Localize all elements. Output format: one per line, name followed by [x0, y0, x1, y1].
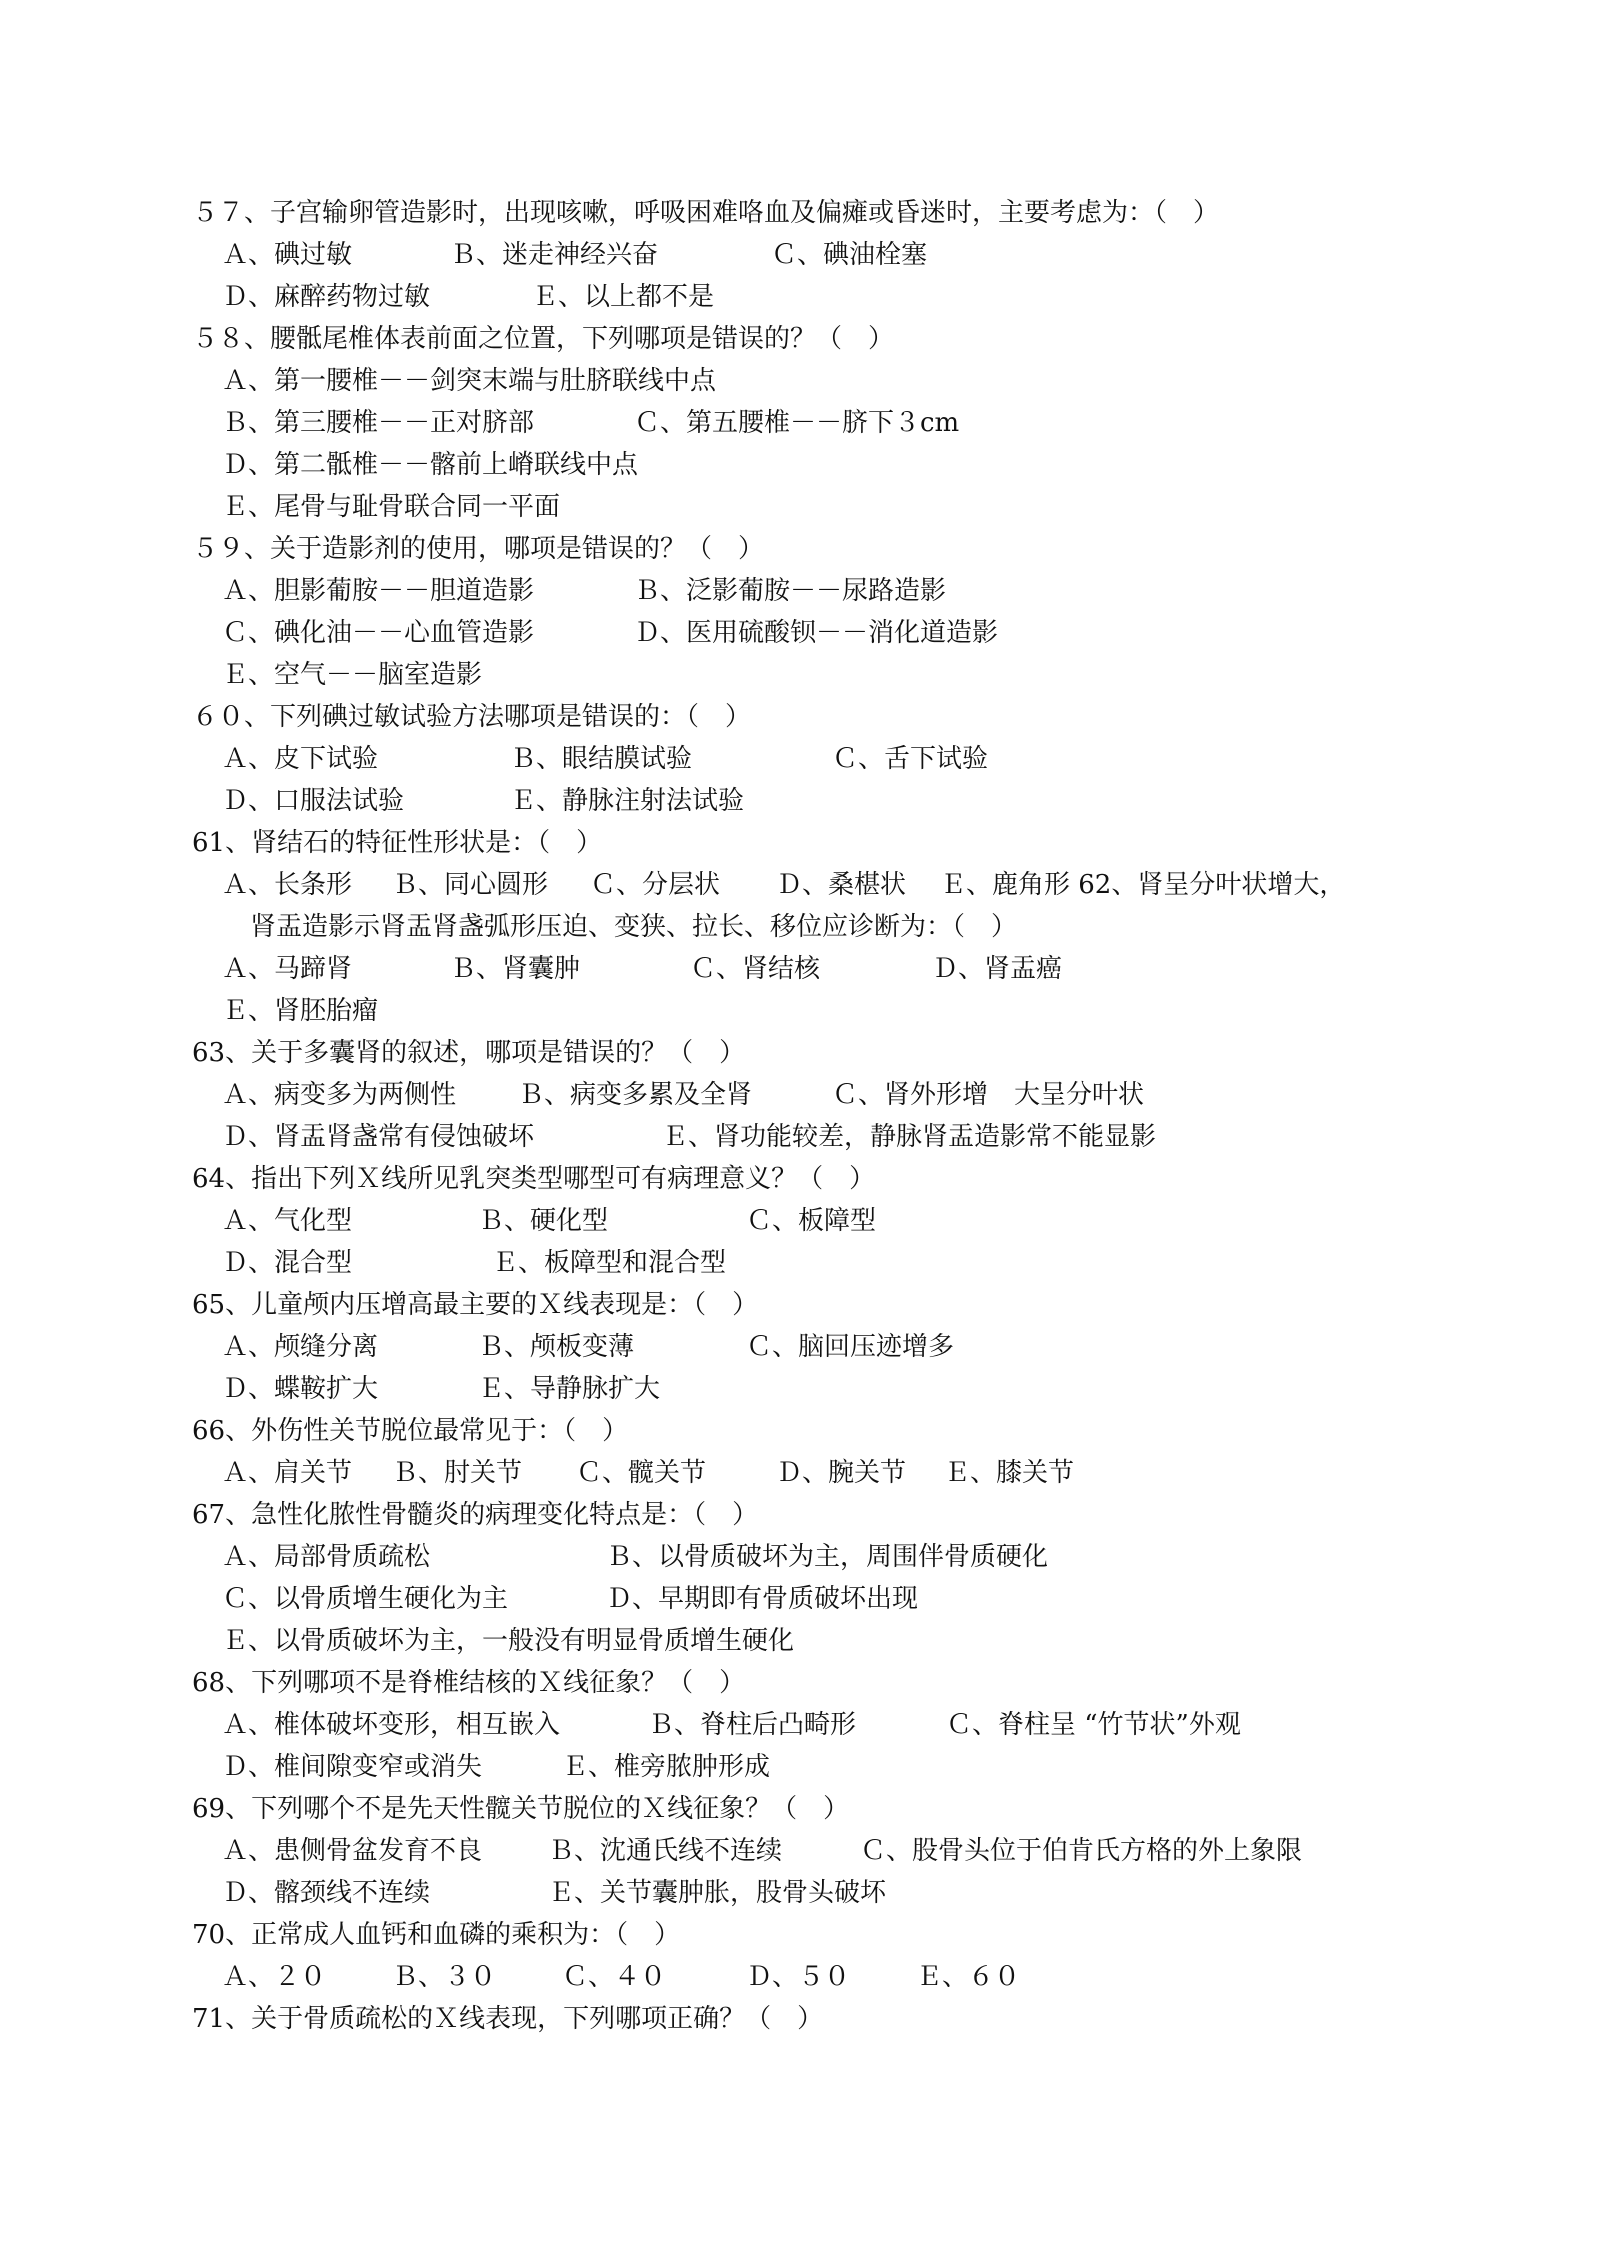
question-64-option-c: Ｃ、板障型 [746, 1206, 877, 1236]
question-60-option-e: Ｅ、静脉注射法试验 [510, 786, 745, 816]
question-57-option-a: Ａ、碘过敏 [222, 240, 353, 270]
question-68-option-b: Ｂ、脊柱后凸畸形 [648, 1710, 857, 1740]
question-61-option-e: Ｅ、鹿角形 62、肾呈分叶状增大， [940, 870, 1346, 900]
question-70-option-c: Ｃ、４０ [562, 1962, 667, 1992]
question-58-option-b: Ｂ、第三腰椎－－正对脐部 [222, 408, 535, 438]
question-59-stem: ５９、关于造影剂的使用，哪项是错误的？（ ） [192, 534, 765, 564]
question-68-option-d: Ｄ、椎间隙变窄或消失 [222, 1752, 483, 1782]
question-65-option-e: Ｅ、导静脉扩大 [478, 1374, 661, 1404]
question-70-stem: 70、正常成人血钙和血磷的乘积为：（ ） [192, 1920, 681, 1950]
question-58-option-c: Ｃ、第五腰椎－－脐下３cm [634, 408, 960, 438]
question-58-options-line-4 [0, 486, 1598, 528]
question-57-option-e: Ｅ、以上都不是 [532, 282, 715, 312]
question-60-stem-line [0, 696, 1598, 738]
question-57-option-b: Ｂ、迷走神经兴奋 [450, 240, 659, 270]
question-59-option-c: Ｃ、碘化油－－心血管造影 [222, 618, 535, 648]
question-59-stem-line [0, 528, 1598, 570]
question-60-option-a: Ａ、皮下试验 [222, 744, 379, 774]
question-69-option-d: Ｄ、髂颈线不连续 [222, 1878, 431, 1908]
question-70-option-a: Ａ、２０ [222, 1962, 327, 1992]
question-65-options-line-2 [0, 1368, 1598, 1410]
question-58-options-line-1 [0, 360, 1598, 402]
question-65-options-line-1 [0, 1326, 1598, 1368]
question-57-options-line-1 [0, 234, 1598, 276]
question-69-option-c: Ｃ、股骨头位于伯肯氏方格的外上象限 [860, 1836, 1303, 1866]
question-68-option-e: Ｅ、椎旁脓肿形成 [562, 1752, 771, 1782]
question-63-stem-line [0, 1032, 1598, 1074]
question-69-stem: 69、下列哪个不是先天性髋关节脱位的Ｘ线征象？（ ） [192, 1794, 850, 1824]
question-71-stem-line [0, 1998, 1598, 2040]
question-65-stem-line [0, 1284, 1598, 1326]
question-66-options-line-1 [0, 1452, 1598, 1494]
question-63-options-line-1 [0, 1074, 1598, 1116]
question-61-options-line-1 [0, 864, 1598, 906]
question-60-options-line-1 [0, 738, 1598, 780]
question-61-stem: 61、肾结石的特征性形状是：（ ） [192, 828, 603, 858]
question-59-options-line-1 [0, 570, 1598, 612]
question-57-option-d: Ｄ、麻醉药物过敏 [222, 282, 431, 312]
question-69-option-b: Ｂ、沈通氏线不连续 [548, 1836, 783, 1866]
question-58-stem: ５８、腰骶尾椎体表前面之位置，下列哪项是错误的？（ ） [192, 324, 895, 354]
question-70-option-e: Ｅ、６０ [916, 1962, 1021, 1992]
question-62-options-line-2 [0, 990, 1598, 1032]
question-60-option-d: Ｄ、口服法试验 [222, 786, 405, 816]
question-64-option-a: Ａ、气化型 [222, 1206, 353, 1236]
question-62-option-b: Ｂ、肾囊肿 [450, 954, 581, 984]
question-58-option-a: Ａ、第一腰椎－－剑突末端与肚脐联线中点 [222, 366, 717, 396]
question-58-stem-line [0, 318, 1598, 360]
question-68-option-a: Ａ、椎体破坏变形，相互嵌入 [222, 1710, 561, 1740]
question-62-options-line-1 [0, 948, 1598, 990]
question-70-stem-line [0, 1914, 1598, 1956]
question-68-options-line-1 [0, 1704, 1598, 1746]
question-60-option-c: Ｃ、舌下试验 [832, 744, 989, 774]
question-59-option-e: Ｅ、空气－－脑室造影 [222, 660, 483, 690]
question-67-option-b: Ｂ、以骨质破坏为主，周围伴骨质硬化 [606, 1542, 1049, 1572]
question-64-stem: 64、指出下列Ｘ线所见乳突类型哪型可有病理意义？（ ） [192, 1164, 876, 1194]
question-58-option-e: Ｅ、尾骨与耻骨联合同一平面 [222, 492, 561, 522]
question-62-option-e: Ｅ、肾胚胎瘤 [222, 996, 379, 1026]
question-64-option-b: Ｂ、硬化型 [478, 1206, 609, 1236]
question-60-options-line-2 [0, 780, 1598, 822]
question-63-option-d: Ｄ、肾盂肾盏常有侵蚀破坏 [222, 1122, 535, 1152]
question-58-options-line-2 [0, 402, 1598, 444]
question-65-option-d: Ｄ、蝶鞍扩大 [222, 1374, 379, 1404]
question-61-stem-line [0, 822, 1598, 864]
question-70-options-line-1 [0, 1956, 1598, 1998]
question-71-stem: 71、关于骨质疏松的Ｘ线表现，下列哪项正确？（ ） [192, 2004, 824, 2034]
question-69-stem-line [0, 1788, 1598, 1830]
question-64-options-line-1 [0, 1200, 1598, 1242]
question-62-option-a: Ａ、马蹄肾 [222, 954, 353, 984]
question-64-option-d: Ｄ、混合型 [222, 1248, 353, 1278]
question-70-option-d: Ｄ、５０ [746, 1962, 851, 1992]
question-62-option-d: Ｄ、肾盂癌 [932, 954, 1063, 984]
question-63-option-c: Ｃ、肾外形增 大呈分叶状 [832, 1080, 1145, 1110]
question-63-option-b: Ｂ、病变多累及全肾 [518, 1080, 753, 1110]
question-63-stem: 63、关于多囊肾的叙述，哪项是错误的？（ ） [192, 1038, 746, 1068]
question-60-stem: ６０、下列碘过敏试验方法哪项是错误的：（ ） [192, 702, 752, 732]
question-67-option-e: Ｅ、以骨质破坏为主，一般没有明显骨质增生硬化 [222, 1626, 795, 1656]
question-66-option-e: Ｅ、膝关节 [944, 1458, 1075, 1488]
question-69-option-e: Ｅ、关节囊肿胀，股骨头破坏 [548, 1878, 887, 1908]
question-66-option-d: Ｄ、腕关节 [776, 1458, 907, 1488]
question-59-options-line-2 [0, 612, 1598, 654]
question-57-stem-line [0, 192, 1598, 234]
question-67-option-c: Ｃ、以骨质增生硬化为主 [222, 1584, 509, 1614]
question-68-stem-line [0, 1662, 1598, 1704]
question-62-stem-line [0, 906, 1598, 948]
question-63-option-e: Ｅ、肾功能较差，静脉肾盂造影常不能显影 [662, 1122, 1157, 1152]
question-69-option-a: Ａ、患侧骨盆发育不良 [222, 1836, 483, 1866]
question-68-stem: 68、下列哪项不是脊椎结核的Ｘ线征象？（ ） [192, 1668, 746, 1698]
question-58-option-d: Ｄ、第二骶椎－－髂前上嵴联线中点 [222, 450, 639, 480]
question-67-stem-line [0, 1494, 1598, 1536]
question-60-option-b: Ｂ、眼结膜试验 [510, 744, 693, 774]
question-57-stem: ５７、子宫输卵管造影时，出现咳嗽，呼吸困难咯血及偏瘫或昏迷时，主要考虑为：（ ） [192, 198, 1220, 228]
question-67-option-a: Ａ、局部骨质疏松 [222, 1542, 431, 1572]
question-70-option-b: Ｂ、３０ [392, 1962, 497, 1992]
question-57-options-line-2 [0, 276, 1598, 318]
question-59-options-line-3 [0, 654, 1598, 696]
question-65-stem: 65、儿童颅内压增高最主要的Ｘ线表现是：（ ） [192, 1290, 759, 1320]
question-66-stem-line [0, 1410, 1598, 1452]
question-62-stem: 肾盂造影示肾盂肾盏弧形压迫、变狭、拉长、移位应诊断为：（ ） [250, 912, 1018, 942]
question-61-option-d: Ｄ、桑椹状 [776, 870, 907, 900]
question-57-option-c: Ｃ、碘油栓塞 [771, 240, 928, 270]
question-list [0, 192, 1598, 2040]
question-67-options-line-3 [0, 1620, 1598, 1662]
question-68-option-c: Ｃ、脊柱呈 “竹节状”外观 [946, 1710, 1241, 1740]
question-63-options-line-2 [0, 1116, 1598, 1158]
question-69-options-line-2 [0, 1872, 1598, 1914]
question-64-option-e: Ｅ、板障型和混合型 [492, 1248, 727, 1278]
question-66-stem: 66、外伤性关节脱位最常见于：（ ） [192, 1416, 629, 1446]
question-67-options-line-1 [0, 1536, 1598, 1578]
question-61-option-a: Ａ、长条形 [222, 870, 353, 900]
question-68-options-line-2 [0, 1746, 1598, 1788]
question-62-option-c: Ｃ、肾结核 [690, 954, 821, 984]
question-59-option-a: Ａ、胆影葡胺－－胆道造影 [222, 576, 535, 606]
question-59-option-d: Ｄ、医用硫酸钡－－消化道造影 [634, 618, 999, 648]
question-65-option-b: Ｂ、颅板变薄 [478, 1332, 635, 1362]
question-63-option-a: Ａ、病变多为两侧性 [222, 1080, 457, 1110]
question-61-option-c: Ｃ、分层状 [590, 870, 721, 900]
question-58-options-line-3 [0, 444, 1598, 486]
question-69-options-line-1 [0, 1830, 1598, 1872]
question-61-option-b: Ｂ、同心圆形 [392, 870, 549, 900]
question-66-option-a: Ａ、肩关节 [222, 1458, 353, 1488]
question-64-stem-line [0, 1158, 1598, 1200]
question-64-options-line-2 [0, 1242, 1598, 1284]
question-67-options-line-2 [0, 1578, 1598, 1620]
question-65-option-c: Ｃ、脑回压迹增多 [746, 1332, 955, 1362]
question-67-option-d: Ｄ、早期即有骨质破坏出现 [606, 1584, 919, 1614]
question-59-option-b: Ｂ、泛影葡胺－－尿路造影 [634, 576, 947, 606]
question-66-option-c: Ｃ、髋关节 [576, 1458, 707, 1488]
question-66-option-b: Ｂ、肘关节 [392, 1458, 523, 1488]
question-67-stem: 67、急性化脓性骨髓炎的病理变化特点是：（ ） [192, 1500, 759, 1530]
question-65-option-a: Ａ、颅缝分离 [222, 1332, 379, 1362]
